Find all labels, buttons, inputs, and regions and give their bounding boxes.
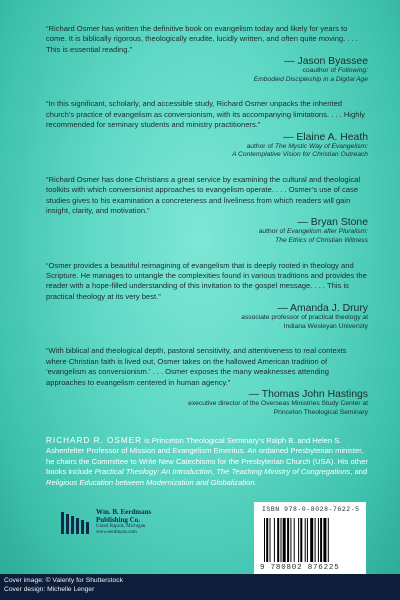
endorsement-quote: “In this significant, scholarly, and accessible study, Richard Osmer unpacks the inherited church’s practice of evangelism as conversionism, with its accompanying limitations. . . . Highly recommended for seminary students and ministry practitioners.” xyxy=(46,99,365,130)
isbn-barcode xyxy=(254,502,366,576)
author-name: RICHARD R. OSMER xyxy=(46,436,143,445)
endorsement-stone xyxy=(46,175,368,246)
endorser-credential-book: Embodied Discipleship in a Digital Age xyxy=(253,75,368,83)
publisher-name: Wm. B. Eerdmans Publishing Co. Grand Rapids, Michigan www.eerdmans.com xyxy=(96,508,152,535)
endorser-name: — Amanda J. Drury xyxy=(277,303,368,315)
barcode-bars xyxy=(262,518,358,562)
endorser-affiliation: Princeton Theological Seminary xyxy=(273,408,368,416)
endorsement-byassee xyxy=(46,24,368,84)
endorser-credential-book: The Ethics of Christian Witness xyxy=(275,237,368,245)
endorsement-quote: “Richard Osmer has done Christians a great service by examining the cultural and theological toolkits with which conversionist approaches to evangelism operate. . . . Osmer’s use of case studies gives to his examination a concreteness and liveliness from which readers will gain insight, clarity, and motivation.” xyxy=(46,174,361,216)
endorser-name: — Bryan Stone xyxy=(297,217,368,229)
endorser-credential: author of The Mystic Way of Evangelism: xyxy=(246,142,368,150)
endorsement-heath xyxy=(46,99,368,159)
endorser-credential: executive director of the Overseas Ministries Study Center at xyxy=(188,400,368,408)
endorser-credential: associate professor of practical theology at xyxy=(241,314,368,322)
endorser-name: — Jason Byassee xyxy=(284,56,368,68)
endorsement-quote: “Osmer provides a beautiful reimagining of evangelism that is deeply rooted in theology and Scripture. He manages to untangle the complexities found in various traditions and provides the reader with a hope-filled understanding of this invitation to the gospel message. . . . This is practical theology at its very best.” xyxy=(46,260,367,301)
endorser-affiliation: Indiana Wesleyan University xyxy=(283,322,368,330)
endorser-credential: author of Evangelism after Pluralism: xyxy=(258,228,368,236)
cover-image-credit: Cover image: © Valenty for Shutterstock xyxy=(4,577,123,584)
publisher-block xyxy=(60,508,151,536)
author-bio: RICHARD R. OSMER is Princeton Theological Seminary’s Ralph B. and Helen S. Ashenfelter Professor of Mission and Evangelism Emeritus. An ordained Presbyterian minister, he chairs the Committee to Write New Catechisms for the Presbyterian Church (USA). His other books include Practical Theology: An Introduction, The Teaching Ministry of Congregations, and Religious Education between Modernization and Globalization. xyxy=(46,436,368,487)
barcode-number: 9 780802 876225 xyxy=(260,564,340,572)
endorser-name: — Elaine A. Heath xyxy=(283,131,368,143)
endorsements xyxy=(46,24,368,432)
cover-design-credit: Cover design: Michelle Lenger xyxy=(4,586,95,593)
endorsement-quote: “With biblical and theological depth, pastoral sensitivity, and attentiveness to real contexts where Christian faith is lived out, Osmer takes on the hallowed American tradition of ‘evangelism as conversionism.’ . . . Osmer exposes the many weaknesses attending approaches to evangelism centered in human agency.” xyxy=(46,346,347,387)
endorsement-hastings xyxy=(46,346,368,417)
endorser-name: — Thomas John Hastings xyxy=(248,389,368,401)
endorsement-drury xyxy=(46,261,368,332)
cover-credits xyxy=(4,576,123,594)
isbn-label: ISBN 978-0-8028-7622-5 xyxy=(262,506,360,513)
endorser-credential-book: A Contemplative Vision for Christian Outreach xyxy=(231,151,368,159)
endorser-credential: coauthor of Following: xyxy=(302,67,368,75)
eerdmans-logo-icon xyxy=(60,508,92,536)
endorsement-quote: “Richard Osmer has written the definitive book on evangelism today and likely for years to come. It is biblically rigorous, theologically erudite, lucidly written, and often quite moving. . . . This is essential reading.” xyxy=(46,24,358,54)
